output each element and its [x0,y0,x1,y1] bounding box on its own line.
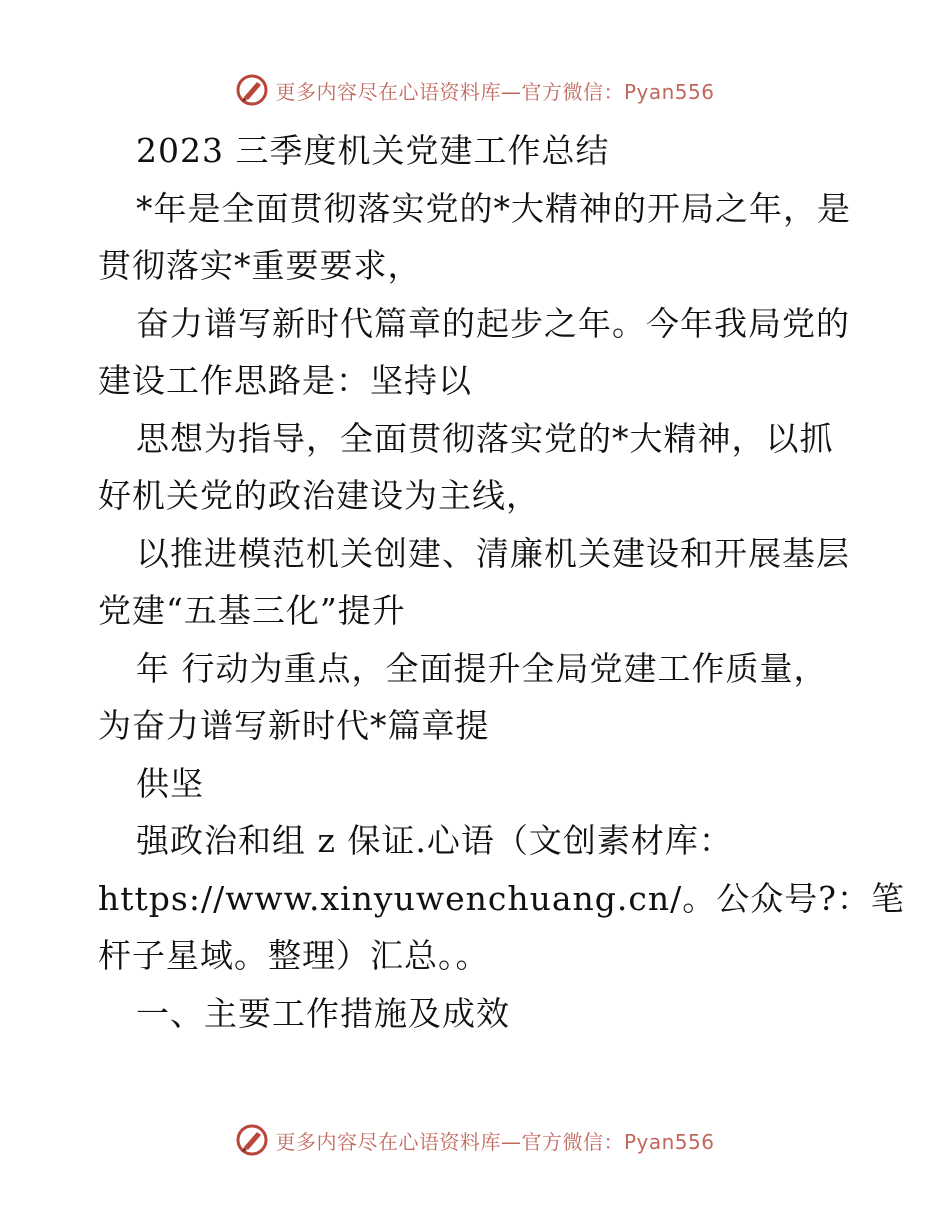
text-line: 奋力谱写新时代篇章的起步之年。今年我局党的 [136,303,850,343]
text-line: https://www.xinyuwenchuang.cn/。公众号?：笔 [98,878,905,918]
text-line: 供坚 [136,763,204,803]
watermark-text: 更多内容尽在心语资料库—官方微信：Pyan556 [275,79,715,104]
text-line: 好机关党的政治建设为主线， [98,476,540,515]
text-line: 贯彻落实*重要要求， [98,246,422,285]
text-line: 年 行动为重点，全面提升全局党建工作质量， [136,648,828,688]
text-line: 强政治和组 z 保证.心语（文创素材库： [136,821,733,860]
text-line: 党建“五基三化”提升 [98,591,406,630]
text-line: 建设工作思路是：坚持以 [98,361,472,400]
text-line: 为奋力谱写新时代*篇章提 [98,706,490,745]
text-line: 以推进模范机关创建、清廉机关建设和开展基层 [136,533,850,573]
text-line: 思想为指导，全面贯彻落实党的*大精神，以抓 [136,418,834,458]
text-line: *年是全面贯彻落实党的*大精神的开局之年，是 [136,188,851,228]
footer-watermark [0,1120,950,1160]
pen-logo-icon [235,1123,269,1157]
text-line: 一、主要工作措施及成效 [136,993,510,1033]
text-line: 2023 三季度机关党建工作总结 [136,131,610,170]
watermark-text: 更多内容尽在心语资料库—官方微信：Pyan556 [275,1129,715,1154]
text-line: 杆子星域。整理）汇总。。 [98,936,490,975]
header-watermark [0,70,950,110]
document-body [98,122,905,1042]
pen-logo-icon [235,73,269,107]
